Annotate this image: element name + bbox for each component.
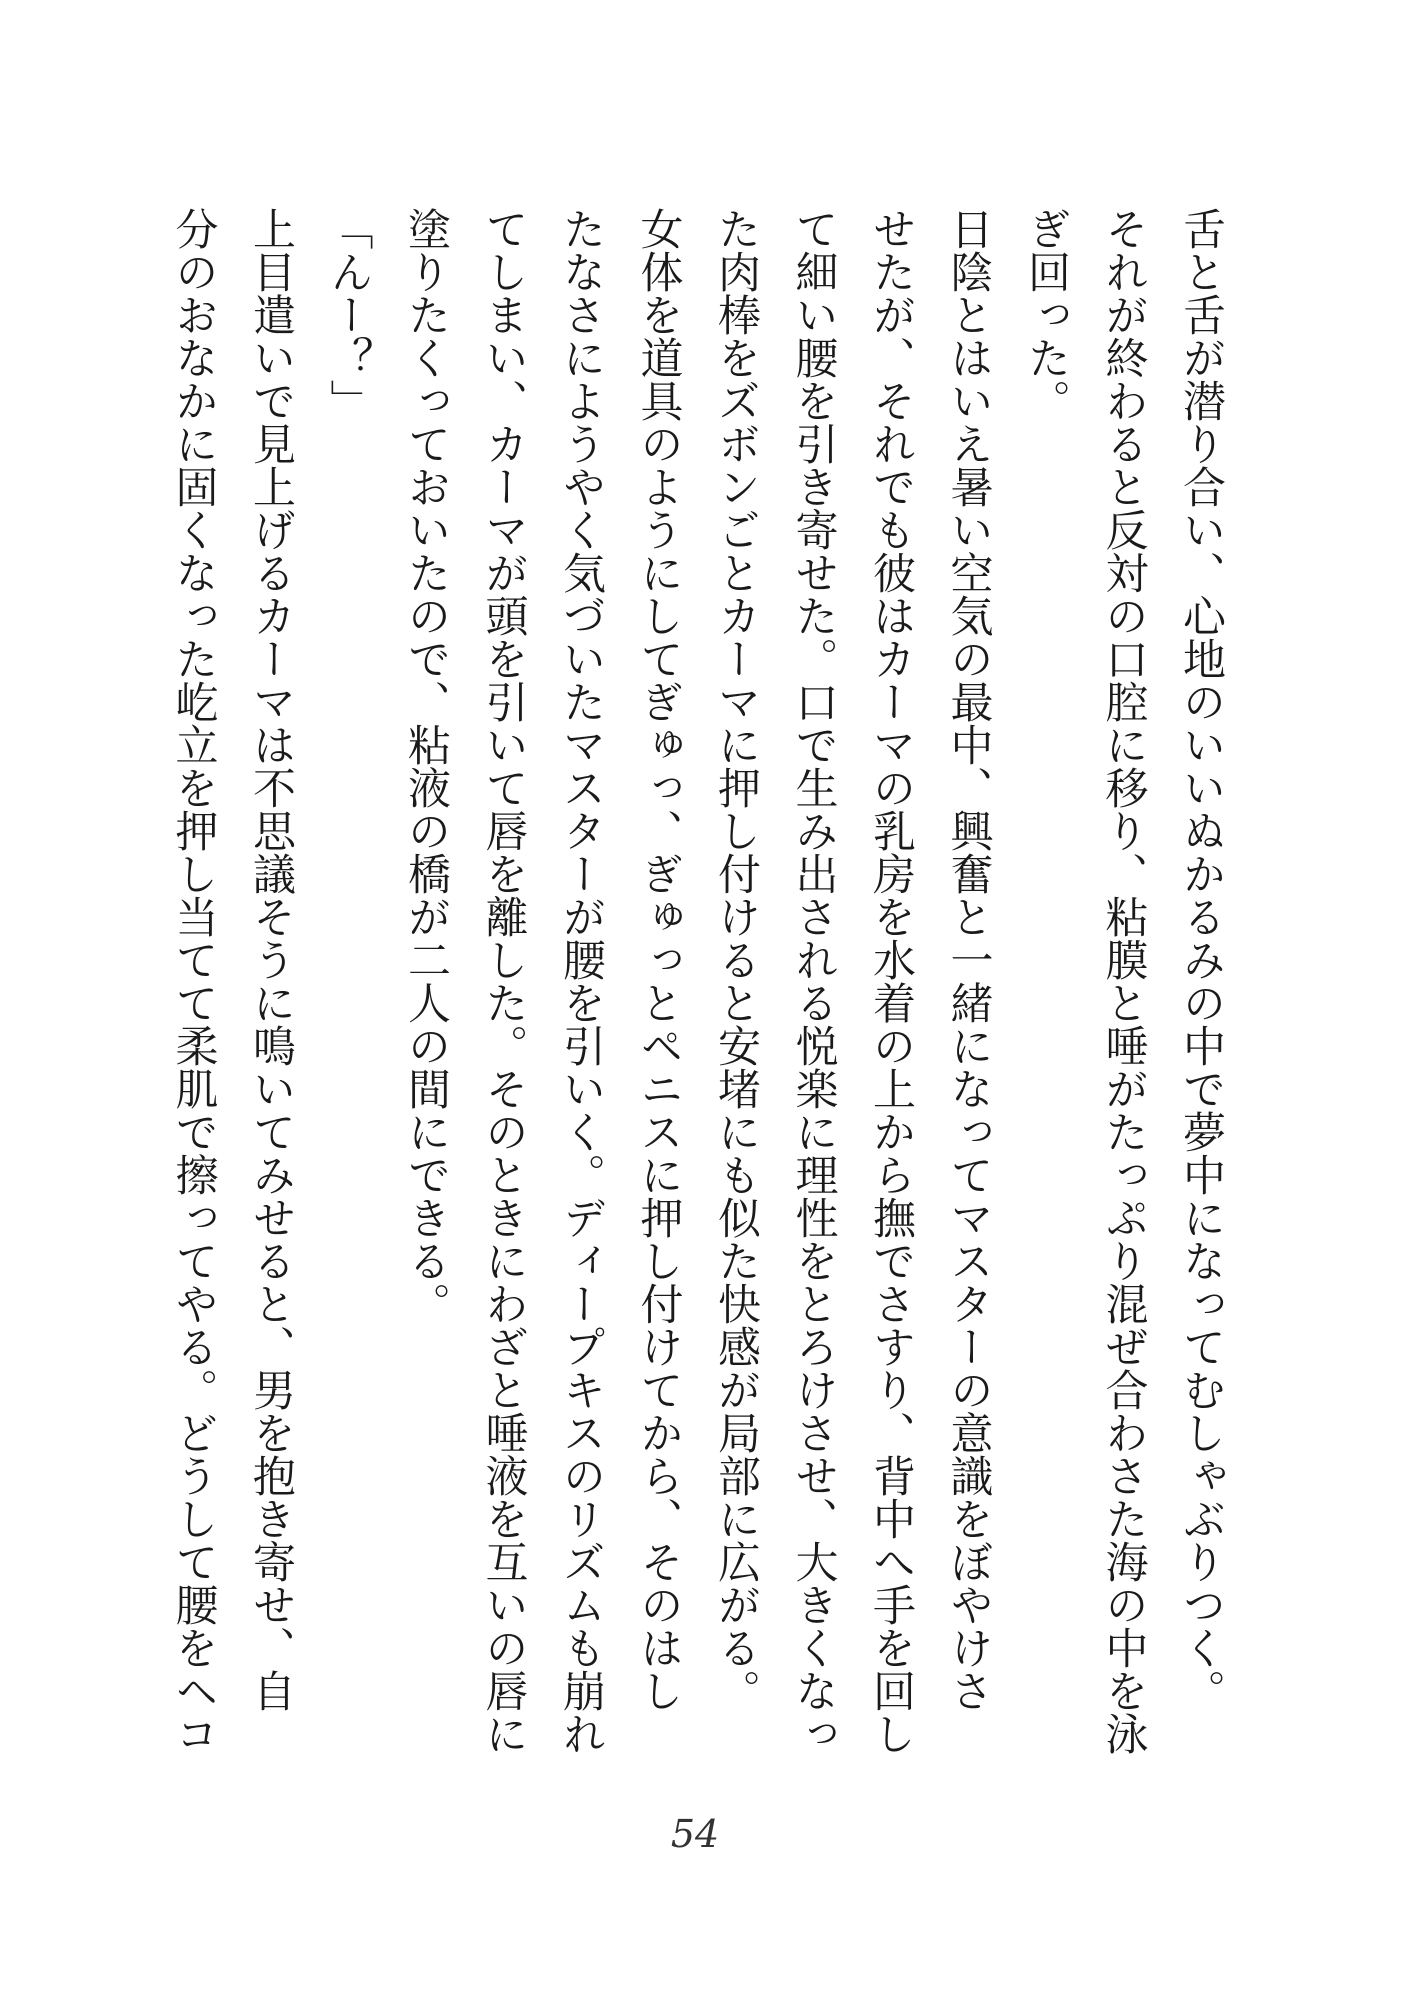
text-column: 舌と舌が潜り合い、心地のいいぬかるみの中で夢中になってむしゃぶりつく。 (1176, 207, 1226, 1712)
text-column: たなさにようやく気づいたマスターが腰を引いく。ディープキスのリズムも崩れ (556, 207, 606, 1755)
text-column: 塗りたくっておいたので、粘液の橋が二人の間にできる。 (401, 207, 451, 1325)
body-text (154, 207, 1239, 1807)
text-column: てしまい、カーマが頭を引いて唇を離した。そのときにわざと唾液を互いの唇に (478, 207, 529, 1755)
text-column: それが終わると反対の口腔に移り、粘膜と唾がたっぷり混ぜ合わさた海の中を泳 (1098, 207, 1149, 1755)
text-column: た肉棒をズボンごとカーマに押し付けると安堵にも似た快感が局部に広がる。 (711, 207, 761, 1712)
text-column: 日陰とはいえ暑い空気の最中、興奮と一緒になってマスターの意識をぼやけさ (943, 207, 994, 1712)
text-column: 「んー？」 (323, 207, 374, 422)
text-column: 女体を道具のようにしてぎゅっ、ぎゅっとペニスに押し付けてから、そのはし (633, 207, 684, 1712)
text-column: せたが、それでも彼はカーマの乳房を水着の上から撫でさすり、背中へ手を回し (866, 207, 916, 1755)
text-column: 分のおなかに固くなった屹立を押し当てて柔肌で擦ってやる。どうして腰をヘコ (168, 207, 219, 1755)
text-column: 上目遣いで見上げるカーマは不思議そうに鳴いてみせると、男を抱き寄せ、自 (246, 207, 296, 1712)
text-column: ぎ回った。 (1021, 207, 1071, 422)
page-number: 54 (670, 1812, 720, 1856)
text-column: て細い腰を引き寄せた。口で生み出される悦楽に理性をとろけさせ、大きくなっ (788, 207, 839, 1755)
